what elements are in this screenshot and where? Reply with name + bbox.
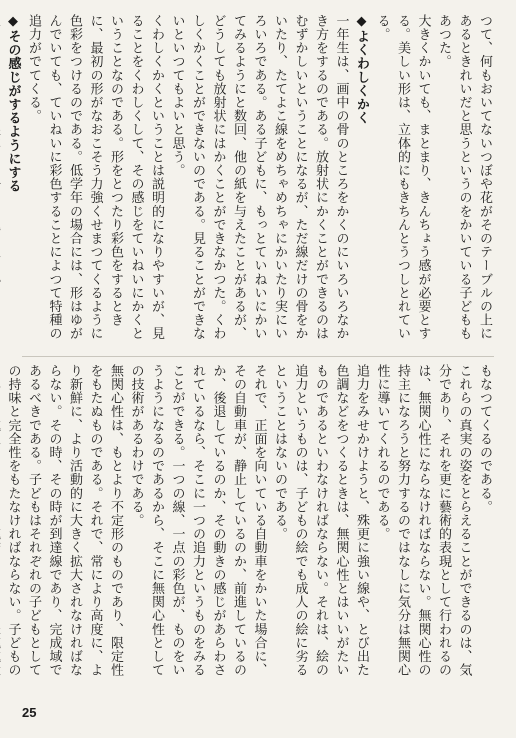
paragraph: くわしくかくということは説明的になりやすいが、見ることをくわしくして、その感じをていねいにかくということなのである。形をとつたり彩色をするときに、最初の形がなおこそう力強くせまつてくるように色彩をつけるのである。低学年の場合には、形はゆがんでいても、ていねいに彩色することによつて特種の追力がでてくる。 — [26, 14, 164, 341]
paragraph: 大きくかいても、まとまり、きんちょう感が必要とする。美しい形は、立体的にもきちんとうつしとれている。 — [374, 14, 431, 341]
section-heading — [2, 14, 23, 350]
paragraph: 追力をみせかけようと、殊更に強い線や、とび出た色調などをつくるときは、無関心性とはいいがたいものであるといわなければならない。それは、絵の追力というものは、子どもの絵でも成人の絵に劣るということはないのである。 — [272, 364, 369, 677]
paragraph: もなつてくるのである。 — [477, 364, 492, 514]
diamond-icon: ◆ — [5, 14, 21, 30]
paragraph: 一年生は、画中の骨のところをかくのにいろいろなかき方をするのである。放射状にかくことができるのはむずかしいということになるが、ただ線だけの骨をかいたり、たてよこ線をめちゃめちゃにかいたり実にいろいろである。ある子どもに、もっとていねいにかいてみるようにと数回、他の紙を与えたことがあるが、どうしても放射状にはかくことができなかつた。くわしくかくことができないのである。見ることができないといつてもよいと思う。 — [169, 14, 349, 341]
diamond-icon: ◆ — [354, 14, 369, 30]
paragraph: これらの真実の姿をとらえることができるのは、気分であり、それを更に藝術的表現として行われるのは、無関心性にならなければならない。無関心性の持主になろうと努力するのではなしに気分は無関心性に導いてくれるのである。 — [374, 364, 472, 677]
page-number: 25 — [22, 705, 37, 720]
section-heading-text: その感じがするようにする — [5, 29, 21, 193]
paragraph: 無関心性は、もとより不定形のものであり、限定性をもたぬものである。それで、常により高度に、より新鮮に、より活動的に大きく拡大されなければならない。その時、その時が到達線であり、完成域であるべきである。子どもはそれぞれの子どもとしての持味と完全性をもたなければならない。子どもの — [5, 364, 123, 677]
column-divider — [22, 356, 494, 357]
section-heading-text: よくわしくかく — [354, 29, 369, 125]
paragraph: つて、何もおいてないつぼや花がそのテーブルの上にあるときれいだと思うというのをかいている子どももあつた。 — [436, 14, 492, 341]
paragraph — [0, 14, 2, 350]
paragraph: それで、正面を向いている自動車をかいた場合に、その自動車が、静止しているのか、前進しているのか、後退しているのか、その動きの感じがあらわされているなら、そこに一つの追力というものをみることができる。一つの線、一点の彩色が、ものをいうようになるのであるから、そこに無関心性としての技術があるわけである。 — [128, 364, 267, 677]
section-heading — [351, 14, 372, 350]
upper-text-block — [5, 14, 494, 350]
lower-text-block — [5, 364, 494, 686]
